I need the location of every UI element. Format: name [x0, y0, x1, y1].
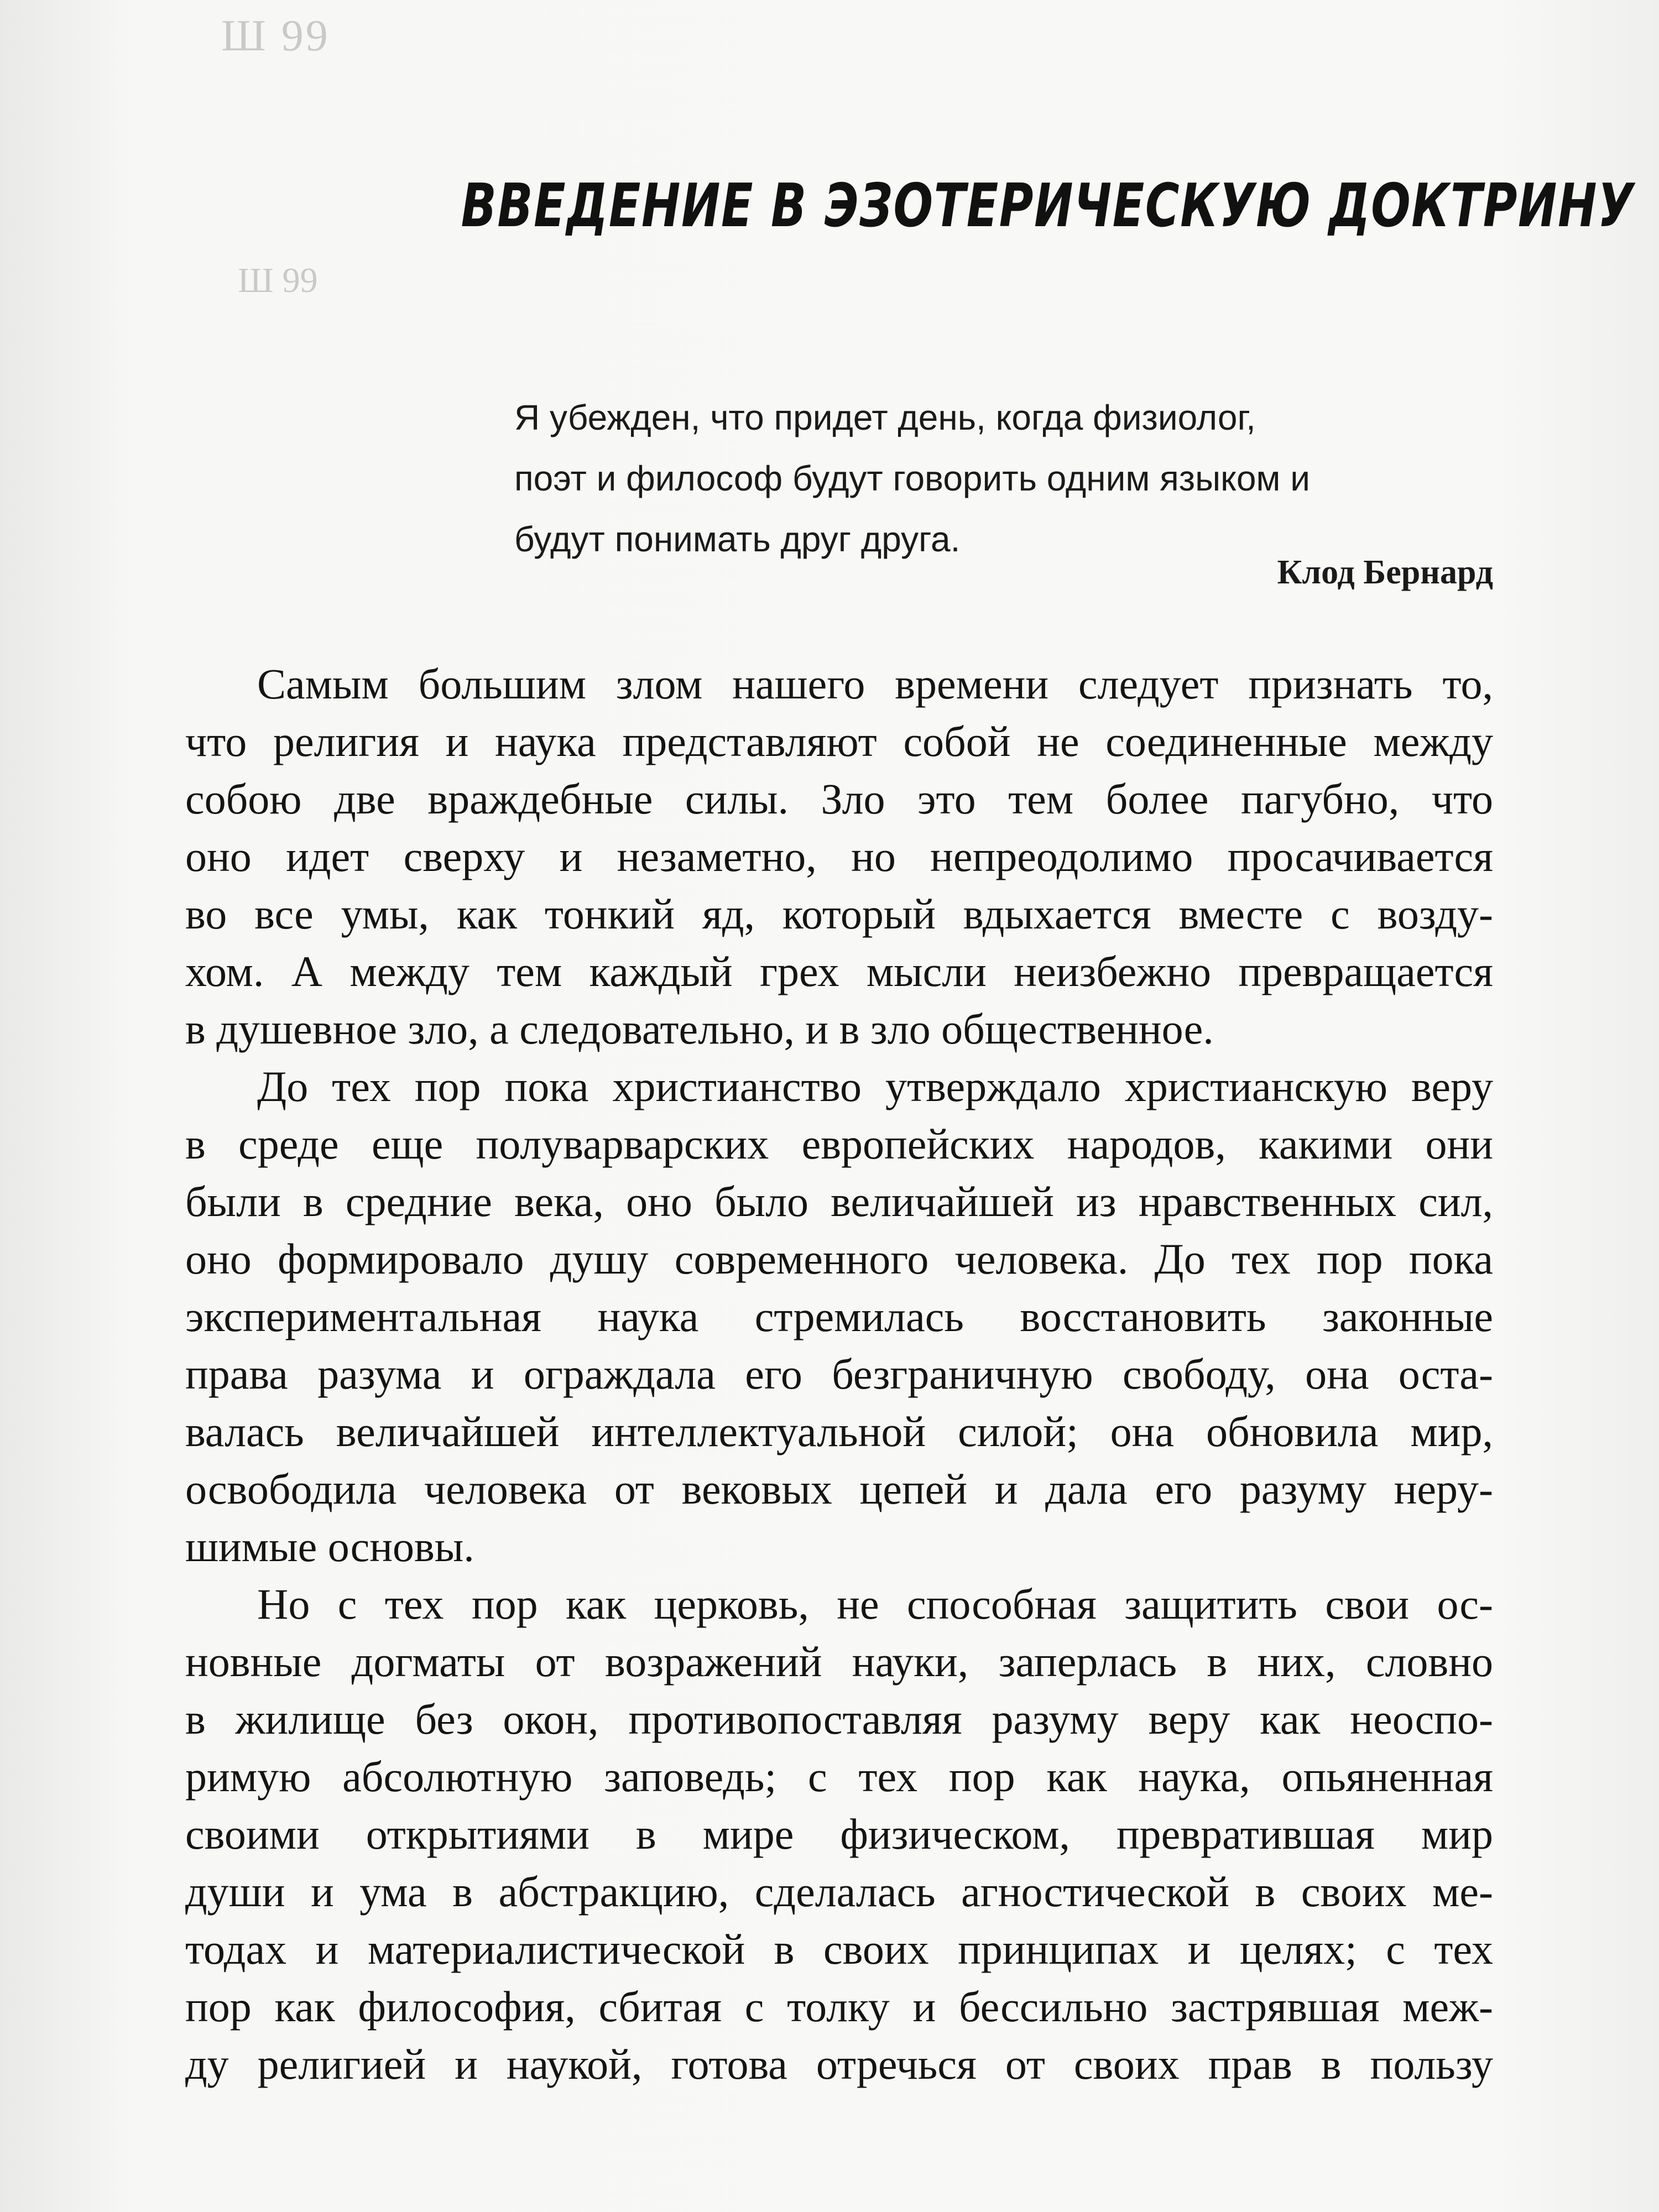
text-line: души и ума в абстракцию, сделалась агностической в своих ме- [185, 1867, 1493, 1916]
text-line: Самым большим злом нашего времени следует признать то, [257, 660, 1493, 708]
bleed-through-text: Ш 99 [238, 260, 318, 300]
text-line: экспериментальная наука стремилась восстановить законные [185, 1292, 1493, 1340]
text-line: новные догматы от возражений науки, заперлась в них, словно [185, 1637, 1493, 1686]
text-line: шимые основы. [185, 1522, 474, 1571]
text-line: в среде еще полуварварских европейских народов, какими они [185, 1120, 1493, 1168]
text-line: До тех пор пока христианство утверждало христианскую веру [257, 1062, 1493, 1110]
text-line: римую абсолютную заповедь; с тех пор как наука, опьяненная [185, 1752, 1493, 1801]
text-line: освободила человека от вековых цепей и дала его разуму неру- [185, 1465, 1493, 1513]
text-line: хом. А между тем каждый грех мысли неизбежно превращается [185, 947, 1493, 995]
text-line: оно формировало душу современного человека. До тех пор пока [185, 1235, 1493, 1283]
text-line: валась величайшей интеллектуальной силой; она обновила мир, [185, 1407, 1493, 1455]
epigraph-line: будут понимать друг друга. [514, 519, 961, 559]
text-line: пор как философия, сбитая с толку и бессильно застрявшая меж- [185, 1983, 1493, 2031]
epigraph-line: поэт и философ будут говорить одним языком и [514, 458, 1310, 498]
text-line: во все умы, как тонкий яд, который вдыхается вместе с возду- [185, 890, 1493, 938]
text-line: были в средние века, оно было величайшей из нравственных сил, [185, 1177, 1493, 1225]
chapter-title: ВВЕДЕНИЕ В ЭЗОТЕРИЧЕСКУЮ ДОКТРИНУ [461, 171, 1635, 241]
text-line: что религия и наука представляют собой не соединенные между [185, 717, 1493, 765]
text-line: оно идет сверху и незаметно, но непреодолимо просачивается [185, 832, 1493, 880]
epigraph [514, 387, 1499, 570]
epigraph-author: Клод Бернард [1277, 554, 1493, 591]
text-line: собою две враждебные силы. Зло это тем более пагубно, что [185, 775, 1493, 823]
text-line: в жилище без окон, противопоставляя разуму веру как неоспо- [185, 1695, 1493, 1743]
epigraph-line: Я убежден, что придет день, когда физиолог, [514, 398, 1256, 437]
body-text [185, 655, 1493, 2093]
bleed-through-text: Ш 99 [221, 12, 330, 60]
text-line: Но с тех пор как церковь, не способная защитить свои ос- [257, 1580, 1493, 1628]
text-line: в душевное зло, а следовательно, и в зло общественное. [185, 1005, 1214, 1053]
text-line: своими открытиями в мире физическом, превратившая мир [185, 1810, 1493, 1858]
text-line: тодах и материалистической в своих принципах и целях; с тех [185, 1925, 1493, 1973]
text-line: права разума и ограждала его безграничную свободу, она оста- [185, 1350, 1493, 1398]
text-line: ду религией и наукой, готова отречься от своих прав в пользу [185, 2040, 1493, 2088]
